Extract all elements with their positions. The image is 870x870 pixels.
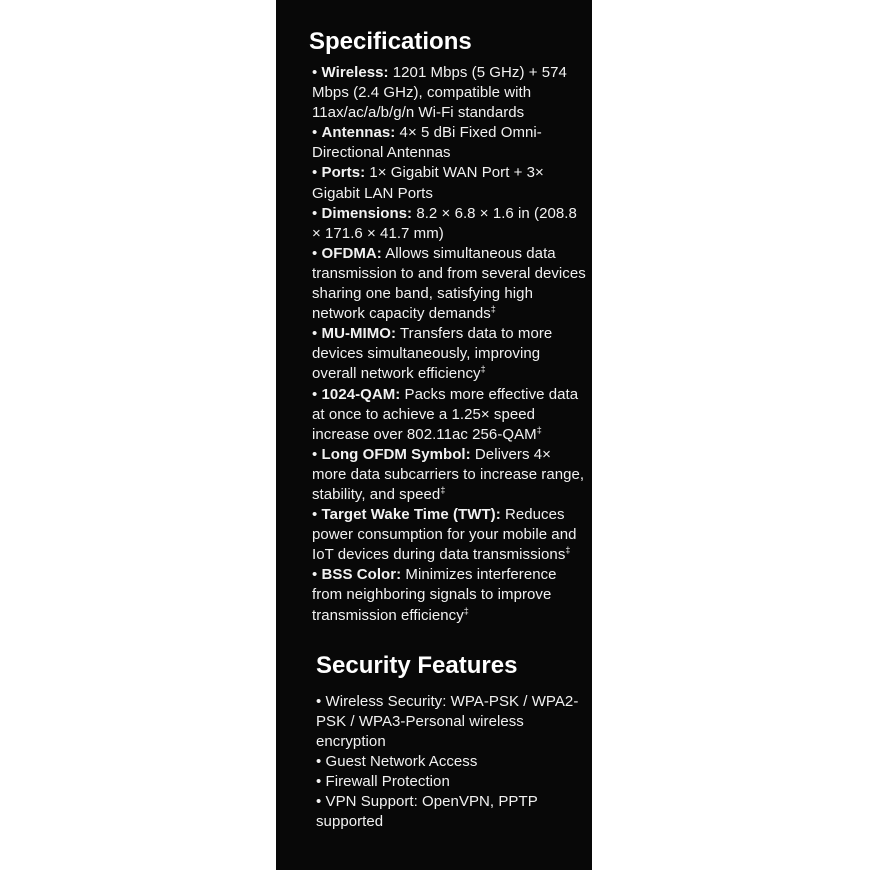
spec-text: 4× 5 dBi Fixed Omni-Directional Antennas [312,124,542,162]
spec-item-dimensions: • Dimensions: 8.2 × 6.8 × 1.6 in (208.8 × 171.6 × 41.7 mm) [312,204,577,242]
spec-label: MU-MIMO: [321,325,397,343]
spec-label: Ports: [321,164,366,182]
spec-text: Reduces power consumption for your mobile and IoT devices during data transmissions [312,506,577,564]
spec-item-antennas: • Antennas: 4× 5 dBi Fixed Omni-Directional Antennas [312,124,542,162]
spec-item-mu-mimo: • MU-MIMO: Transfers data to more devices simultaneously, improving overall network efficiency‡ [312,325,553,383]
spec-label: Long OFDM Symbol: [321,445,471,463]
spec-label: Target Wake Time (TWT): [321,506,501,524]
spec-item-twt: • Target Wake Time (TWT): Reduces power consumption for your mobile and IoT devices during data transmissions‡ [312,506,577,564]
spec-item-1024-qam: • 1024-QAM: Packs more effective data at once to achieve a 1.25× speed increase over 802.11ac 256-QAM‡ [312,385,579,443]
spec-item-wireless: • Wireless: 1201 Mbps (5 GHz) + 574 Mbps (2.4 GHz), compatible with 11ax/ac/a/b/g/n Wi-Fi standards [312,64,567,122]
spec-item-bss-color: • BSS Color: Minimizes interference from neighboring signals to improve transmission efficiency‡ [312,566,557,624]
spec-item-ports: • Ports: 1× Gigabit WAN Port + 3× Gigabit LAN Ports [312,164,544,202]
spec-text: 8.2 × 6.8 × 1.6 in (208.8 × 171.6 × 41.7 mm) [312,204,577,242]
spec-text: Packs more effective data at once to achieve a 1.25× speed increase over 802.11ac 256-QAM [312,385,579,443]
footnote-mark: ‡ [463,605,469,616]
spec-text: 1× Gigabit WAN Port + 3× Gigabit LAN Ports [312,164,544,202]
footnote-mark: ‡ [565,545,571,556]
spec-item-ofdma: • OFDMA: Allows simultaneous data transmission to and from several devices sharing one band, satisfying high network capacity demands‡ [312,244,586,323]
specifications-heading: Specifications [309,28,472,55]
footnote-mark: ‡ [490,304,496,315]
security-features-heading: Security Features [316,651,518,679]
footnote-mark: ‡ [480,364,486,375]
spec-item-long-ofdm: • Long OFDM Symbol: Delivers 4× more data subcarriers to increase range, stability, and speed‡ [312,445,585,503]
security-item-firewall: • Firewall Protection [316,773,450,790]
spec-label: Dimensions: [321,204,413,222]
specifications-list [312,63,588,626]
footnote-mark: ‡ [440,484,446,495]
spec-text: Transfers data to more devices simultaneously, improving overall network efficiency [312,325,553,383]
spec-label: 1024-QAM: [321,385,401,403]
spec-text: Minimizes interference from neighboring signals to improve transmission efficiency [312,566,557,624]
spec-panel [276,0,592,870]
spec-label: Antennas: [321,124,396,142]
spec-label: OFDMA: [321,244,382,262]
security-features-list [316,692,588,833]
spec-text: Allows simultaneous data transmission to and from several devices sharing one band, satisfying high network capacity demands [312,244,586,323]
security-item-vpn: • VPN Support: OpenVPN, PPTP supported [316,793,538,831]
security-item-wireless-security: • Wireless Security: WPA-PSK / WPA2-PSK / WPA3-Personal wireless encryption [316,692,579,750]
footnote-mark: ‡ [536,424,542,435]
spec-label: Wireless: [321,64,389,81]
spec-text: 1201 Mbps (5 GHz) + 574 Mbps (2.4 GHz), compatible with 11ax/ac/a/b/g/n Wi-Fi standards [312,64,567,122]
security-item-guest-network: • Guest Network Access [316,752,478,770]
spec-label: BSS Color: [321,566,402,584]
spec-text: Delivers 4× more data subcarriers to increase range, stability, and speed [312,445,585,503]
panel-content [308,26,588,832]
